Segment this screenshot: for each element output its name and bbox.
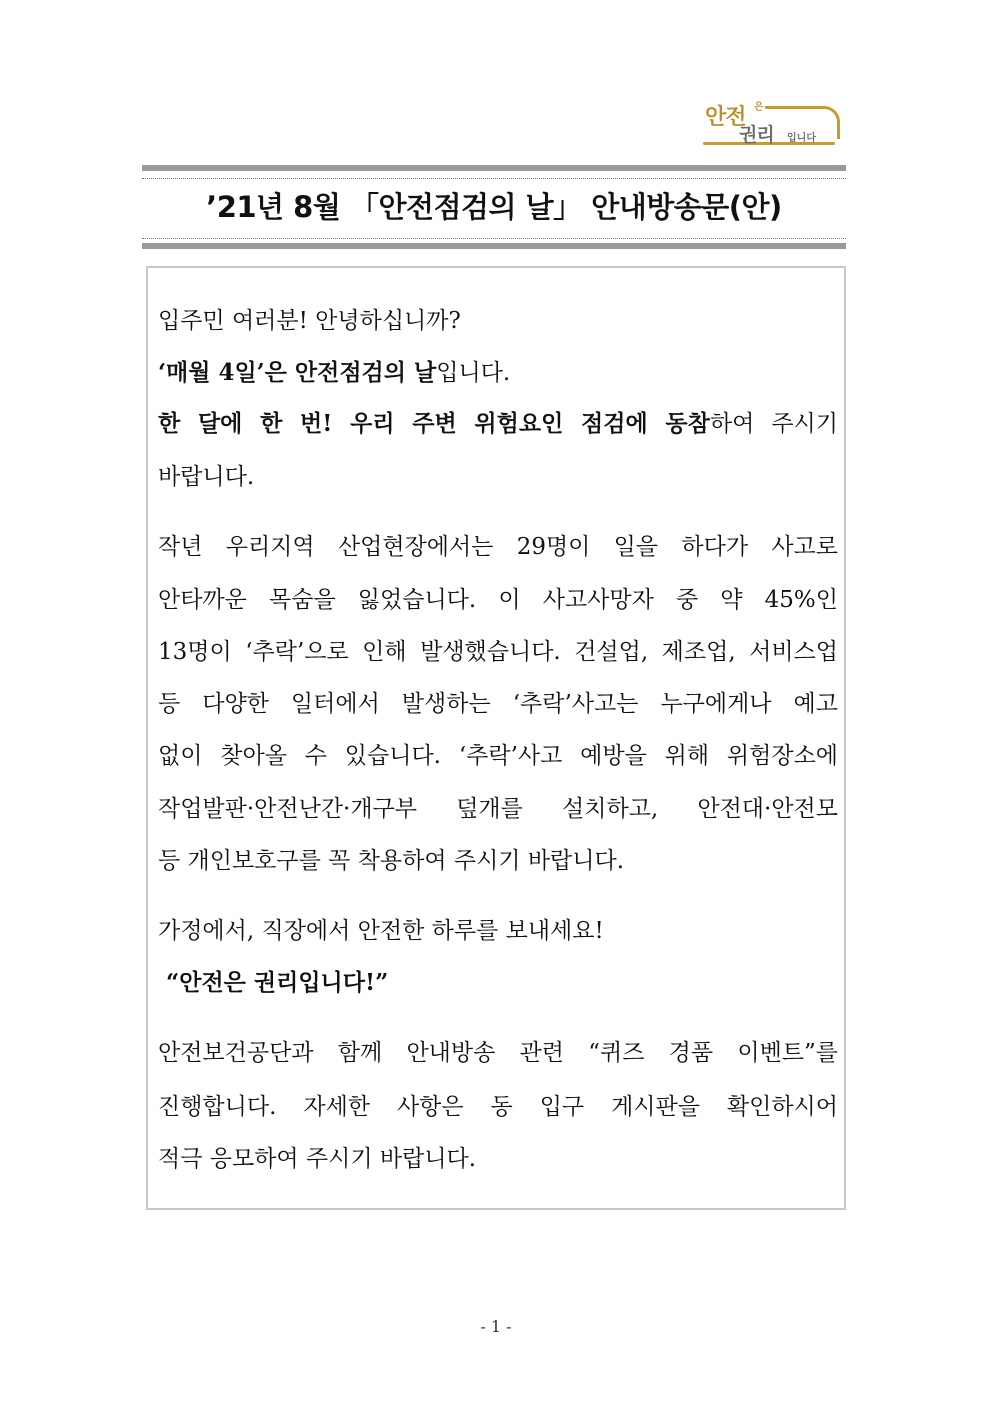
safety-day-rest: 입니다. bbox=[436, 360, 511, 386]
announcement-box bbox=[146, 266, 846, 1210]
participation-line-2: 바랍니다. bbox=[158, 464, 255, 490]
slogan-line: “안전은 권리입니다!” bbox=[166, 969, 389, 996]
safety-day-line bbox=[158, 359, 838, 387]
event-line: 진행합니다. 자세한 사항은 동 입구 게시판을 확인하시어 bbox=[158, 1094, 838, 1120]
paragraph-line: 작년 우리지역 산업현장에서는 29명이 일을 하다가 사고로 bbox=[158, 534, 838, 560]
page-number: - 1 - bbox=[480, 1317, 512, 1336]
brand-logo bbox=[703, 96, 845, 148]
greeting-line: 입주민 여러분! 안녕하십니까? bbox=[158, 308, 461, 334]
logo-text-particle: 은 bbox=[754, 102, 764, 113]
paragraph-line: 없이 찾아올 수 있습니다. ‘추락’사고 예방을 위해 위험장소에 bbox=[158, 743, 838, 769]
event-line: 적극 응모하여 주시기 바랍니다. bbox=[158, 1146, 477, 1172]
logo-text-ending: 입니다 bbox=[787, 133, 816, 144]
safety-day-bold: ‘매월 4일’은 안전점검의 날 bbox=[158, 359, 437, 386]
event-line: 안전보건공단과 함께 안내방송 관련 “퀴즈 경품 이벤트”를 bbox=[158, 1040, 838, 1066]
title-top-rule bbox=[142, 165, 846, 171]
participation-rest: 하여 주시기 bbox=[709, 411, 838, 437]
paragraph-line: 등 개인보호구를 꼭 착용하여 주시기 바랍니다. bbox=[158, 848, 625, 874]
title-bottom-dotted-rule bbox=[142, 238, 846, 239]
participation-bold: 한 달에 한 번! 우리 주변 위험요인 점검에 동참 bbox=[158, 410, 710, 437]
closing-line: 가정에서, 직장에서 안전한 하루를 보내세요! bbox=[158, 918, 604, 944]
participation-line bbox=[158, 410, 838, 438]
paragraph-line: 안타까운 목숨을 잃었습니다. 이 사고사망자 중 약 45%인 bbox=[158, 587, 838, 613]
paragraph-line: 등 다양한 일터에서 발생하는 ‘추락’사고는 누구에게나 예고 bbox=[158, 691, 838, 717]
title-bottom-rule bbox=[142, 243, 846, 249]
logo-text-safety: 안전 bbox=[705, 105, 746, 130]
document-title: ’21년 8월 「안전점검의 날」 안내방송문(안) bbox=[206, 190, 782, 224]
title-top-dotted-rule bbox=[142, 178, 846, 179]
logo-text-right: 권리 bbox=[739, 124, 774, 146]
paragraph-line: 13명이 ‘추락’으로 인해 발생했습니다. 건설업, 제조업, 서비스업 bbox=[158, 639, 838, 665]
paragraph-line: 작업발판·안전난간·개구부 덮개를 설치하고, 안전대·안전모 bbox=[158, 796, 838, 822]
